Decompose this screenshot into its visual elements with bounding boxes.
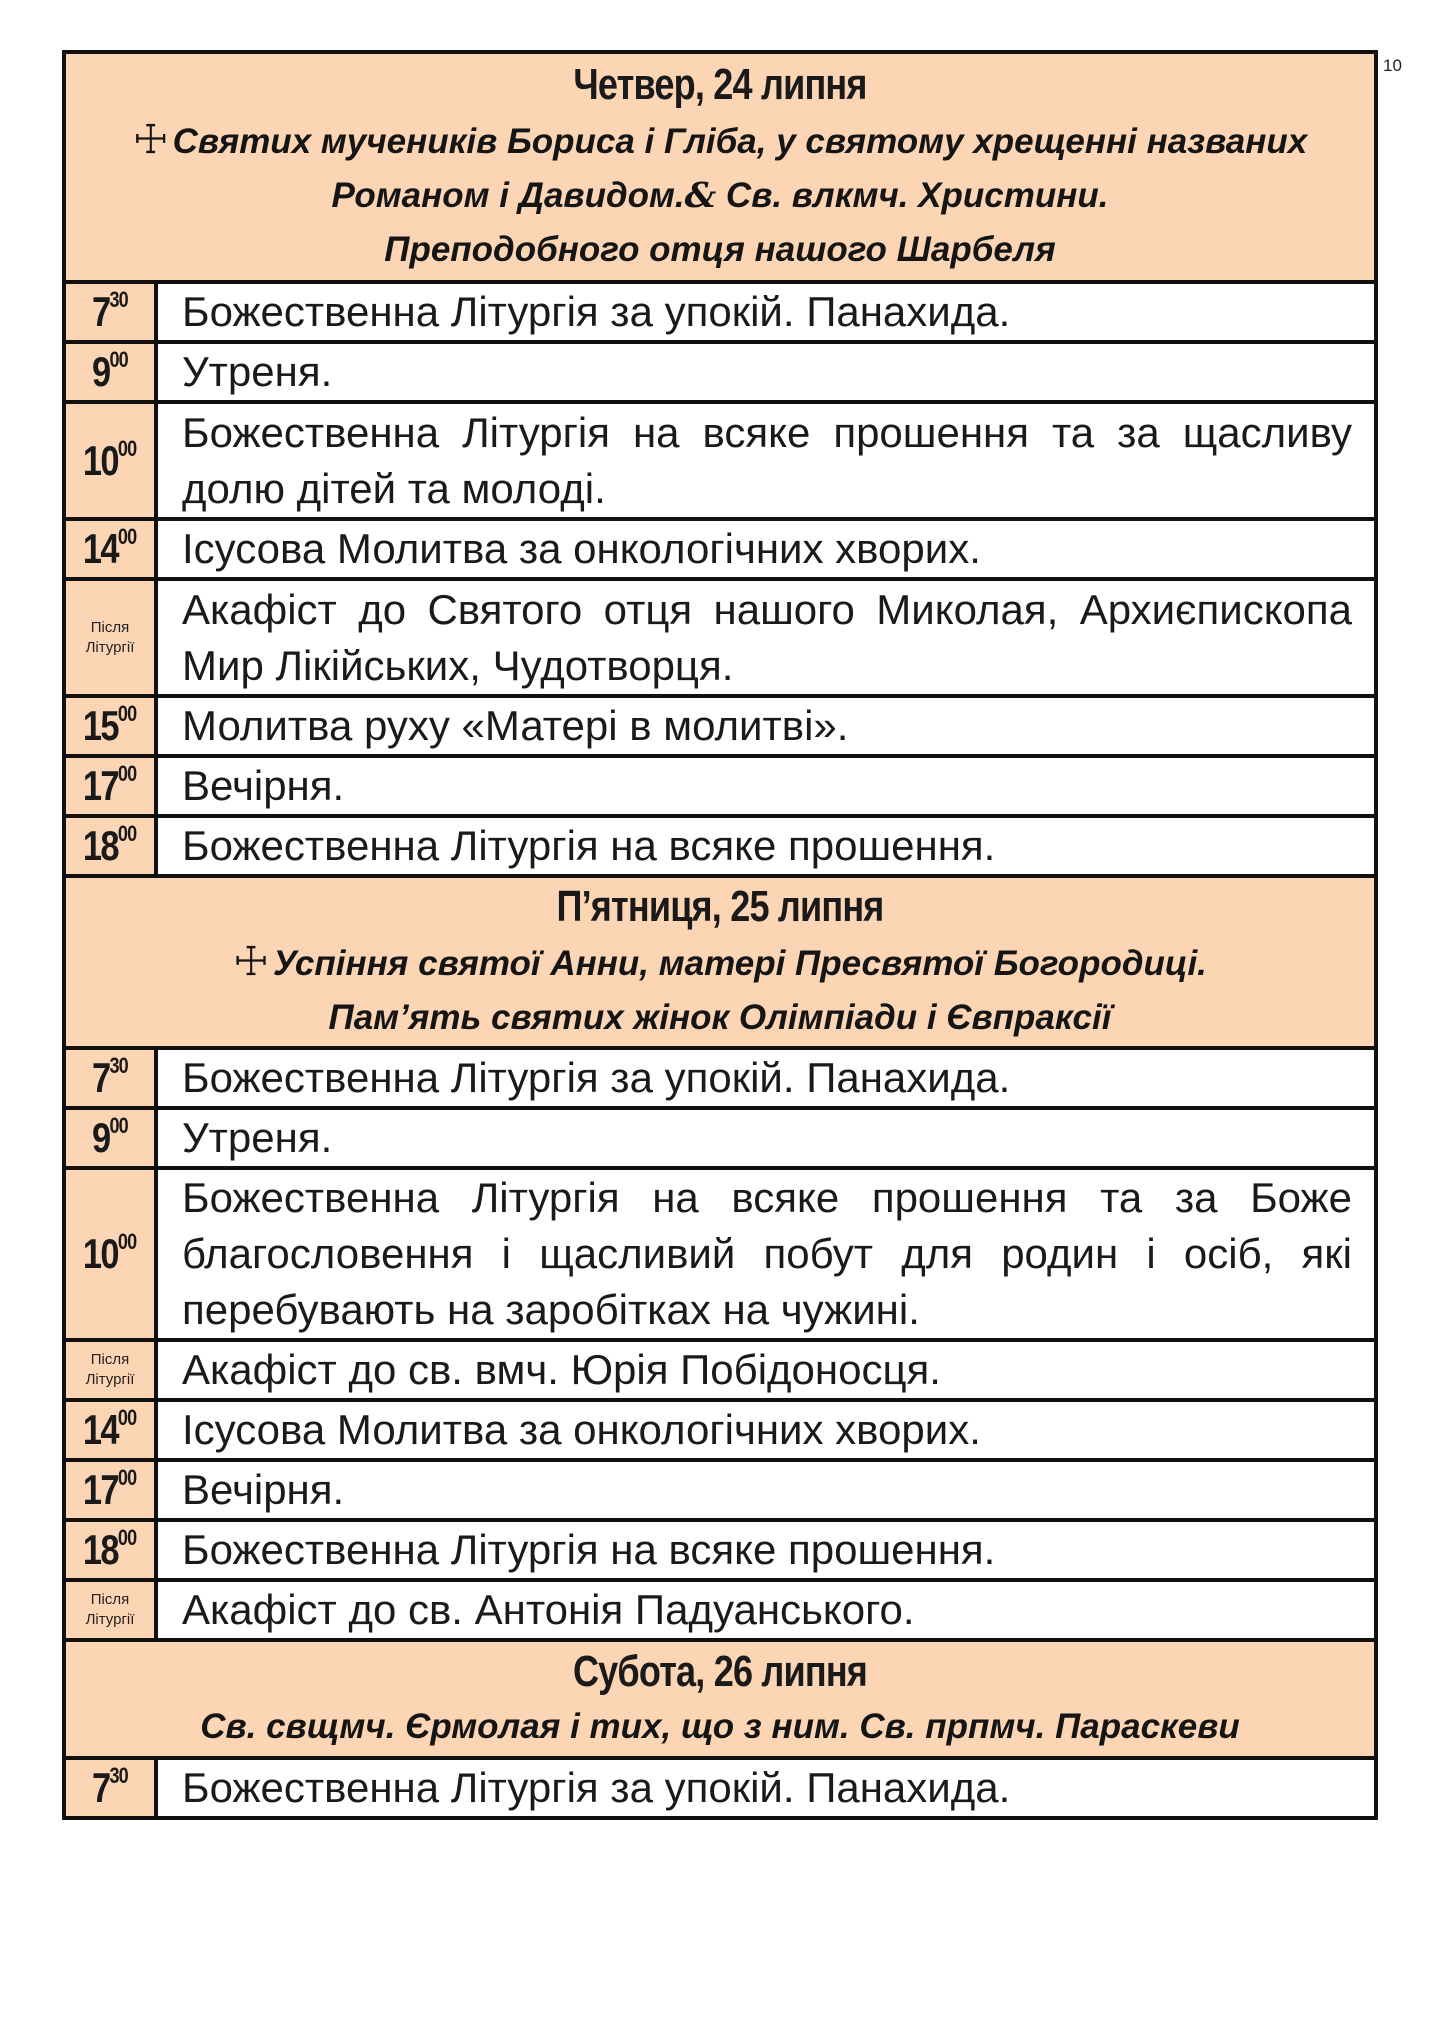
feast-line: Романом і Давидом.& Св. влкмч. Христини. bbox=[331, 175, 1109, 216]
event-description: Божественна Літургія за упокій. Панахида. bbox=[156, 1758, 1376, 1818]
day-header-row bbox=[64, 52, 1376, 282]
time-cell bbox=[64, 282, 156, 342]
time-cell bbox=[64, 1520, 156, 1580]
cross-icon: ☩ bbox=[132, 118, 169, 162]
event-row bbox=[64, 402, 1376, 519]
day-title: Субота, 26 липня bbox=[572, 1647, 868, 1696]
time-cell bbox=[64, 1400, 156, 1460]
liturgical-schedule-table bbox=[62, 50, 1378, 1820]
event-time: $14^{00}$ bbox=[83, 524, 137, 572]
day-title: Четвер, 24 липня bbox=[573, 60, 867, 109]
event-description: Ісусова Молитва за онкологічних хворих. bbox=[156, 519, 1376, 579]
event-description: Акафіст до св. Антонія Падуанського. bbox=[156, 1580, 1376, 1640]
event-row bbox=[64, 816, 1376, 876]
ampersand-icon: & bbox=[684, 175, 717, 216]
event-time: $14^{00}$ bbox=[83, 1405, 137, 1453]
time-cell bbox=[64, 1758, 156, 1818]
time-cell bbox=[64, 519, 156, 579]
event-row bbox=[64, 1400, 1376, 1460]
event-description: Утреня. bbox=[156, 1108, 1376, 1168]
day-header-row bbox=[64, 876, 1376, 1048]
event-time: $7^{30}$ bbox=[92, 1053, 128, 1101]
after-liturgy-label: Після Літургії bbox=[85, 1591, 135, 1628]
time-cell bbox=[64, 696, 156, 756]
event-description: Вечірня. bbox=[156, 1460, 1376, 1520]
time-cell bbox=[64, 579, 156, 696]
time-cell bbox=[64, 1048, 156, 1108]
event-row bbox=[64, 579, 1376, 696]
event-time: $10^{00}$ bbox=[83, 1229, 137, 1277]
cross-icon: ☩ bbox=[233, 940, 269, 984]
after-liturgy-label: Після Літургії bbox=[85, 1351, 135, 1388]
event-row bbox=[64, 519, 1376, 579]
event-row bbox=[64, 1340, 1376, 1400]
time-cell bbox=[64, 1168, 156, 1340]
event-description: Божественна Літургія на всяке прошення. bbox=[156, 1520, 1376, 1580]
event-time: $10^{00}$ bbox=[83, 435, 137, 484]
event-time: $7^{30}$ bbox=[92, 287, 128, 335]
event-row bbox=[64, 696, 1376, 756]
after-liturgy-label: Після Літургії bbox=[85, 618, 135, 656]
feast-line: Св. свщмч. Єрмолая і тих, що з ним. Св. прпмч. Параскеви bbox=[200, 1707, 1240, 1746]
event-time: $9^{00}$ bbox=[92, 1113, 128, 1161]
event-time: $18^{00}$ bbox=[83, 821, 137, 869]
event-row bbox=[64, 1758, 1376, 1818]
event-row bbox=[64, 1460, 1376, 1520]
event-description: Утреня. bbox=[156, 342, 1376, 402]
event-row bbox=[64, 756, 1376, 816]
event-description: Вечірня. bbox=[156, 756, 1376, 816]
time-cell bbox=[64, 1460, 156, 1520]
event-description: Божественна Літургія на всяке прошення та за Боже благословення і щасливий побут для родин і осіб, які перебувають на заробітках на чужині. bbox=[156, 1168, 1376, 1340]
event-row bbox=[64, 1580, 1376, 1640]
event-time: $15^{00}$ bbox=[83, 701, 137, 749]
event-description: Акафіст до св. вмч. Юрія Побідоносця. bbox=[156, 1340, 1376, 1400]
time-cell bbox=[64, 342, 156, 402]
event-description: Акафіст до Святого отця нашого Миколая, Архиєпископа Мир Лікійських, Чудотворця. bbox=[156, 579, 1376, 696]
event-description: Божественна Літургія на всяке прошення. bbox=[156, 816, 1376, 876]
feast-line: Пам’ять святих жінок Олімпіади і Євпраксії bbox=[328, 998, 1112, 1037]
time-cell bbox=[64, 402, 156, 519]
event-description: Молитва руху «Матері в молитві». bbox=[156, 696, 1376, 756]
event-description: Божественна Літургія за упокій. Панахида. bbox=[156, 1048, 1376, 1108]
time-cell bbox=[64, 1108, 156, 1168]
day-title: П’ятниця, 25 липня bbox=[556, 882, 884, 931]
event-time: $7^{30}$ bbox=[92, 1763, 128, 1811]
event-row bbox=[64, 1168, 1376, 1340]
time-cell bbox=[64, 1340, 156, 1400]
page-number: 10 bbox=[1383, 56, 1402, 75]
event-description: Божественна Літургія за упокій. Панахида. bbox=[156, 282, 1376, 342]
event-time: $18^{00}$ bbox=[83, 1525, 137, 1573]
time-cell bbox=[64, 756, 156, 816]
event-description: Ісусова Молитва за онкологічних хворих. bbox=[156, 1400, 1376, 1460]
event-description: Божественна Літургія на всяке прошення та за щасливу долю дітей та молоді. bbox=[156, 402, 1376, 519]
feast-line: Преподобного отця нашого Шарбеля bbox=[384, 230, 1056, 269]
event-row bbox=[64, 342, 1376, 402]
feast-line: ☩ Святих мучеників Бориса і Гліба, у святому хрещенні названих bbox=[132, 118, 1308, 162]
event-row bbox=[64, 1108, 1376, 1168]
feast-line: ☩ Успіння святої Анни, матері Пресвятої Богородиці. bbox=[233, 940, 1207, 984]
event-time: $17^{00}$ bbox=[83, 1465, 137, 1513]
event-row bbox=[64, 1520, 1376, 1580]
time-cell bbox=[64, 816, 156, 876]
day-header-row bbox=[64, 1640, 1376, 1758]
event-row bbox=[64, 282, 1376, 342]
time-cell bbox=[64, 1580, 156, 1640]
event-row bbox=[64, 1048, 1376, 1108]
event-time: $9^{00}$ bbox=[92, 347, 128, 395]
event-time: $17^{00}$ bbox=[83, 761, 137, 809]
